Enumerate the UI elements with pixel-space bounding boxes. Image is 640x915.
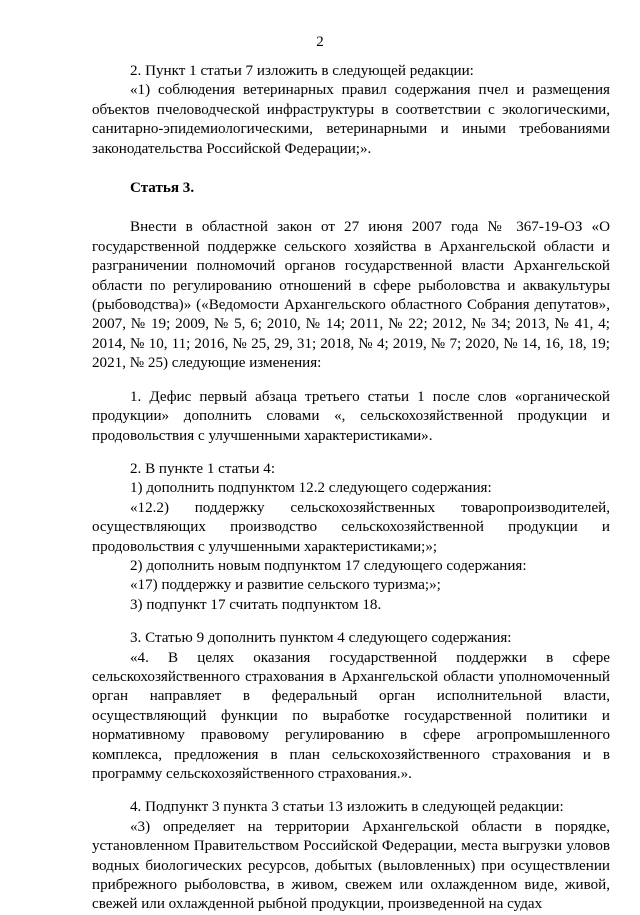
paragraph: 2) дополнить новым подпунктом 17 следующего содержания: — [130, 557, 527, 574]
paragraph: 3) подпункт 17 считать подпунктом 18. — [130, 596, 382, 613]
paragraph: 2. В пункте 1 статьи 4: — [130, 460, 276, 477]
article-heading: Статья 3. — [130, 180, 195, 197]
paragraph: 2. Пункт 1 статьи 7 изложить в следующей редакции: — [130, 63, 474, 79]
paragraph: 4. Подпункт 3 пункта 3 статьи 13 изложить в следующей редакции: — [130, 799, 564, 816]
paragraph: 3. Статью 9 дополнить пунктом 4 следующего содержания: — [130, 630, 512, 647]
paragraph: «17) поддержку и развитие сельского туризма;»; — [130, 577, 441, 594]
paragraph: 1) дополнить подпунктом 12.2 следующего содержания: — [130, 480, 492, 497]
paragraph: «4. В целях оказания государственной поддержки в сфере сельскохозяйственного страхования в Архангельской области уполномоченный орган направляет в федеральный орган исполнительной власти, осуществляющий функции по выработке государственной политики и нормативному правовому регулированию в сфере агропромышленного комплекса, предложения в план сельскохозяйственного страхования и в программу сельскохозяйственного страхования.». — [92, 649, 610, 782]
paragraph: Внести в областной закон от 27 июня 2007 года № 367-19-ОЗ «О государственной поддержке сельского хозяйства в Архангельской области и разграничении полномочий органов государственной власти Архангельской области по регулированию отношений в сфере рыболовства и аквакультуры (рыбоводства)» («Ведомости Архангельского областного Собрания депутатов», 2007, № 19; 2009, № 5, 6; 2010, № 14; 2011, № 22; 2012, № 34; 2013, № 41, 4; 2014, № 10, 11; 2016, № 25, 29, 31; 2018, № 4; 2019, № 7; 2020, № 14, 16, 18, 19; 2021, № 25) следующие изменения: — [92, 219, 610, 372]
paragraph: 1. Дефис первый абзаца третьего статьи 1 после слов «органической продукции» дополнить словами «, сельскохозяйственной продукции и продовольствия с улучшенными характеристиками». — [92, 388, 610, 444]
page-number: 2 — [316, 34, 324, 50]
paragraph: «3) определяет на территории Архангельской области в порядке, установленном Правительством Российской Федерации, места выгрузки уловов водных биологических ресурсов, добытых (выловленных) при осуществлении прибрежного рыболовства, в живом, свежем или охлажденном виде, живой, свежей или охлажденной рыбной продукции, произведенной на судах — [92, 818, 610, 913]
paragraph: «12.2) поддержку сельскохозяйственных товаропроизводителей, осуществляющих производство сельскохозяйственной продукции и продовольствия с улучшенными характеристиками;»; — [92, 499, 610, 555]
document-body — [92, 62, 610, 915]
paragraph: «1) соблюдения ветеринарных правил содержания пчел и размещения объектов пчеловодческой инфраструктуры в соответствии с экологическими, санитарно-эпидемиологическими, ветеринарными и иными требованиями законодательства Российской Федерации;». — [92, 82, 610, 157]
